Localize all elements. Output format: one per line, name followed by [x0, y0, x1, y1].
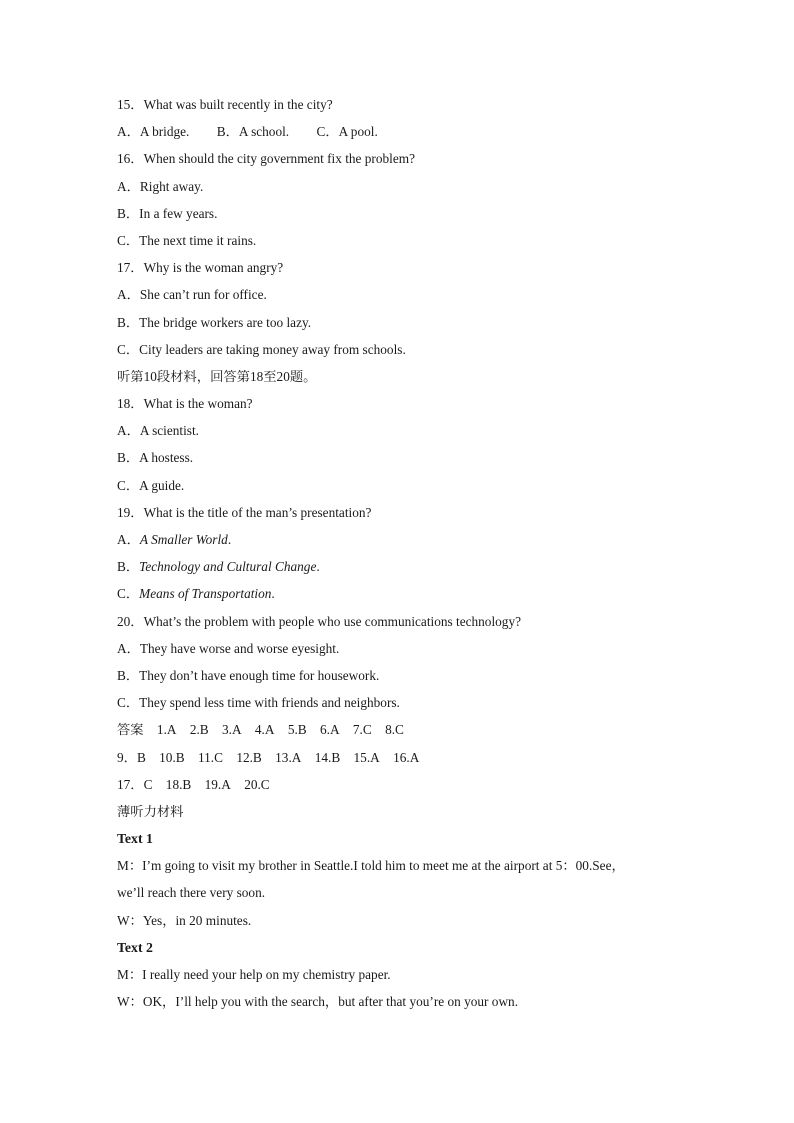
q15-question: 15．What was built recently in the city?	[117, 97, 333, 112]
q20-question: 20．What’s the problem with people who use communications technology?	[117, 613, 521, 629]
text-1-man-line-2: we’ll reach there very soon.	[117, 885, 266, 901]
answer-item: 19.A	[204, 776, 231, 792]
answer-item: 15.A	[353, 749, 380, 765]
answer-item: 11.C	[197, 749, 223, 765]
answer-item: 9．B	[117, 749, 146, 765]
answer-item: 14.B	[314, 749, 341, 765]
transcript-label: 薄听力材料	[117, 803, 184, 819]
q15-option-a: A．A bridge.	[117, 124, 190, 140]
q16-question: 16．When should the city government fix the problem?	[117, 151, 415, 167]
answer-item: 7.C	[352, 722, 372, 738]
q20-option-c: C．They spend less time with friends and neighbors.	[117, 695, 400, 711]
q20-option-b: B．They don’t have enough time for housework.	[117, 667, 380, 683]
answer-item: 13.A	[275, 749, 302, 765]
q15-option-c: C．A pool.	[316, 124, 378, 140]
q17-option-a: A．She can’t run for office.	[117, 287, 267, 303]
q19-option-a-title: A Smaller World	[139, 532, 228, 547]
answer-item: 18.B	[165, 776, 192, 792]
q19-question: 19．What is the title of the man’s presentation?	[117, 504, 372, 520]
q16-option-b: B．In a few years.	[117, 205, 218, 221]
answers-row-1	[117, 720, 717, 747]
q16-option-c: C．The next time it rains.	[117, 232, 257, 248]
q19-option-b-prefix: B．	[117, 559, 140, 575]
answers-row-3	[117, 775, 717, 802]
section-10-instruction: 听第10段材料，回答第18至20题。	[117, 368, 317, 384]
q16-option-a: A．Right away.	[117, 178, 204, 194]
q17-option-b: B．The bridge workers are too lazy.	[117, 314, 312, 330]
answer-item: 3.A	[222, 722, 242, 738]
q19-option-a-prefix: A．	[117, 532, 140, 547]
q19-option-c-end: .	[271, 586, 275, 602]
q18-option-a: A．A scientist.	[117, 423, 199, 439]
q19-option-c	[117, 584, 717, 611]
q19-option-a	[117, 530, 717, 557]
answer-item: 20.C	[244, 776, 270, 792]
text-1-man-line-1: M：I’m going to visit my brother in Seattle.I told him to meet me at the airport at 5：00.See，	[117, 858, 625, 874]
q20-option-a: A．They have worse and worse eyesight.	[117, 640, 340, 656]
text-2-man-line: M：I really need your help on my chemistry paper.	[117, 967, 391, 982]
q19-option-b-title: Technology and Cultural Change	[139, 559, 317, 575]
q18-question: 18．What is the woman?	[117, 396, 253, 412]
q19-option-c-title: Means of Transportation	[139, 586, 272, 602]
q19-option-b-end: .	[316, 559, 320, 575]
q19-option-b	[117, 557, 717, 584]
q15-options	[117, 122, 717, 149]
q18-option-c: C．A guide.	[117, 477, 185, 493]
q15-option-b: B．A school.	[216, 124, 290, 140]
q17-option-c: C．City leaders are taking money away from schools.	[117, 341, 406, 357]
q19-option-c-prefix: C．	[117, 586, 140, 602]
answer-item: 17．C	[117, 776, 153, 792]
text-1-woman-line: W：Yes，in 20 minutes.	[117, 912, 252, 928]
text-1-heading: Text 1	[117, 831, 153, 847]
answer-item: 12.B	[236, 749, 262, 765]
q19-option-a-end: .	[227, 532, 232, 547]
q17-question: 17．Why is the woman angry?	[117, 260, 284, 276]
answer-item: 2.B	[189, 722, 209, 738]
answer-item: 16.A	[393, 749, 420, 765]
answer-item: 5.B	[287, 722, 307, 738]
answer-item: 8.C	[385, 722, 404, 738]
answers-label: 答案	[117, 722, 144, 738]
text-2-heading: Text 2	[117, 939, 153, 955]
document-page	[117, 95, 717, 1019]
q18-option-b: B．A hostess.	[117, 450, 194, 466]
answers-row-2	[117, 748, 717, 775]
answer-item: 6.A	[319, 722, 340, 738]
answer-item: 4.A	[254, 722, 275, 738]
answer-item: 1.A	[156, 722, 177, 738]
text-2-woman-line: W：OK，I’ll help you with the search，but after that you’re on your own.	[117, 994, 519, 1010]
answer-item: 10.B	[159, 749, 185, 765]
